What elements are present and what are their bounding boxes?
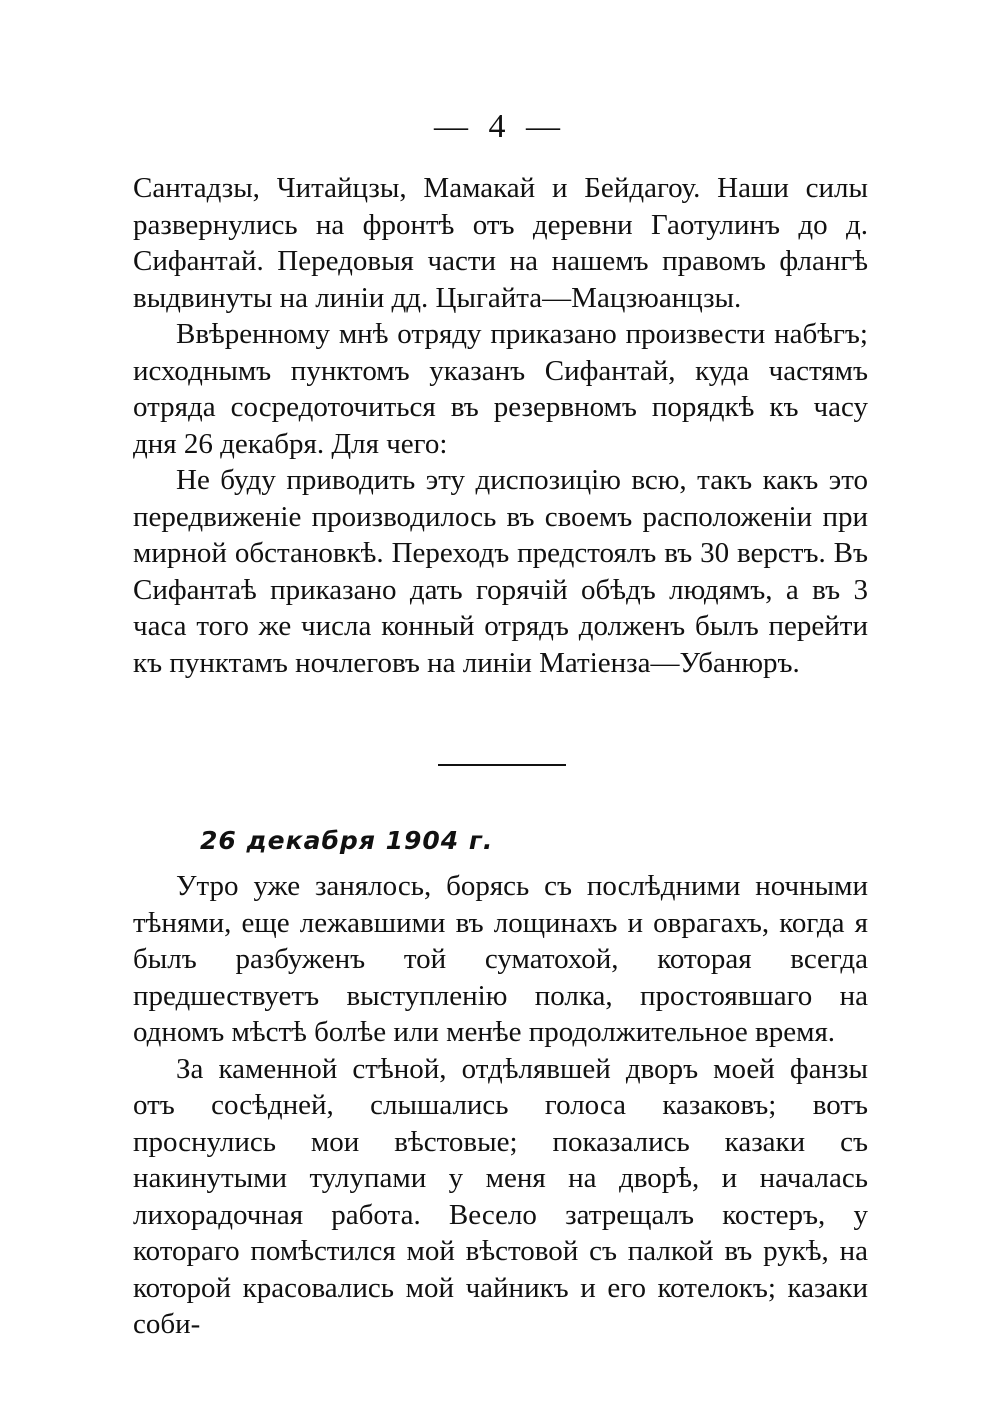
- section-divider: [438, 764, 566, 766]
- section-2-text: [133, 868, 868, 1343]
- date-heading: 26 декабря 1904 г.: [200, 826, 494, 855]
- paragraph-5: За каменной стѣной, отдѣлявшей дворъ моей фанзы отъ сосѣдней, слышались голоса казаковъ; вотъ проснулись мои вѣстовые; показались казаки съ накинутыми тулупами у меня на дворѣ, и началась лихорадочная работа. Весело затрещалъ костеръ, у котораго помѣстился мой вѣстовой съ палкой въ рукѣ, на которой красовались мой чайникъ и его котелокъ; казаки соби-: [133, 1052, 868, 1340]
- paragraph-1: Сантадзы, Читайцзы, Мамакай и Бейдагоу. Наши силы развернулись на фронтѣ отъ деревни Гаотулинъ до д. Сифантай. Передовыя части на нашемъ правомъ флангѣ выдвинуты на линіи дд. Цыгайта—Мацзюанцзы.: [133, 172, 868, 314]
- paragraph-2: Ввѣренному мнѣ отряду приказано произвести набѣгъ; исходнымъ пунктомъ указанъ Сифантай, куда частямъ отряда сосредоточиться въ резервномъ порядкѣ къ часу дня 26 декабря. Для чего:: [133, 318, 868, 460]
- paragraph-4: Утро уже занялось, борясь съ послѣдними ночными тѣнями, еще лежавшими въ лощинахъ и оврагахъ, когда я былъ разбуженъ той суматохой, которая всегда предшествуетъ выступленію полка, простоявшаго на одномъ мѣстѣ болѣе или менѣе продолжительное время.: [133, 870, 868, 1048]
- paragraph-3: Не буду приводить эту диспозицію всю, такъ какъ это передвиженіе производилось въ своемъ расположеніи при мирной обстановкѣ. Переходъ предстоялъ въ 30 верстъ. Въ Сифантаѣ приказано дать горячій обѣдъ людямъ, а въ 3 часа того же числа конный отрядъ долженъ былъ перейти къ пунктамъ ночлеговъ на линіи Матіенза—Убанюръ.: [133, 464, 868, 679]
- section-1-text: [133, 170, 868, 681]
- page-number: — 4 —: [434, 108, 566, 145]
